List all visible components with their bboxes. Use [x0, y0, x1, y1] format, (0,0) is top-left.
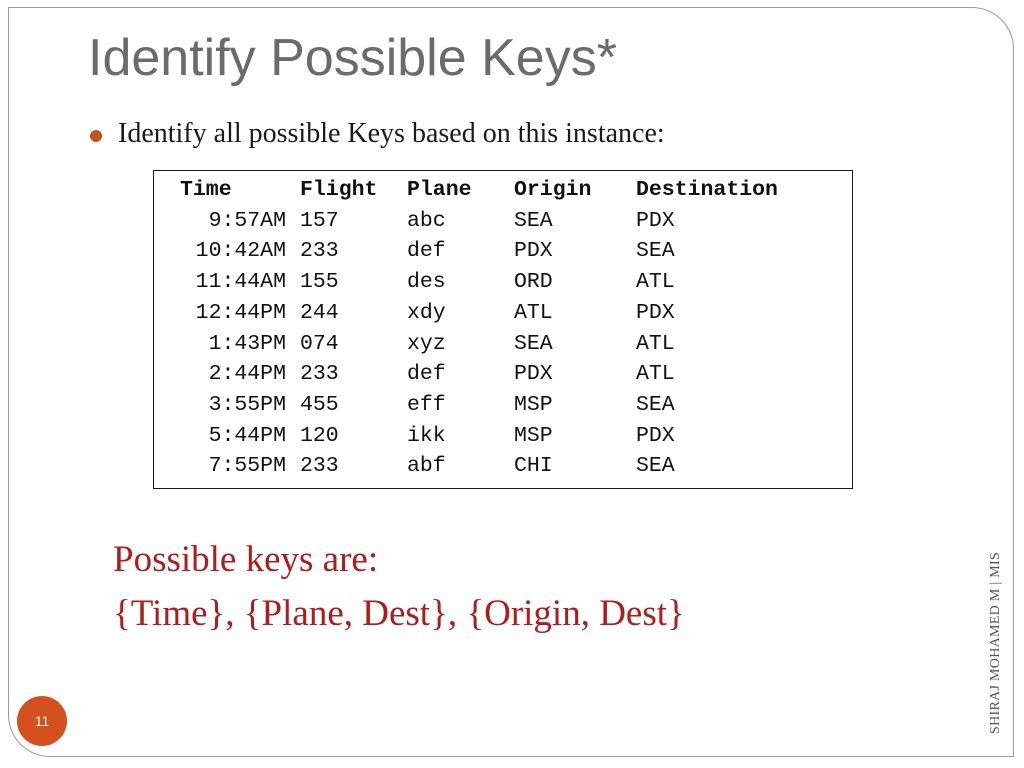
table-row [164, 451, 826, 482]
cell-destination: ATL [636, 362, 675, 387]
cell-flight: 157 [300, 208, 339, 233]
cell-time: 2:44PM [208, 362, 286, 387]
cell-time: 10:42AM [195, 239, 286, 264]
cell-origin: ATL [514, 300, 553, 325]
cell-origin: PDX [514, 239, 553, 264]
cell-origin: SEA [514, 208, 553, 233]
cell-destination: ATL [636, 270, 675, 295]
bullet-text: Identify all possible Keys based on this instance: [118, 118, 665, 149]
cell-flight: 233 [300, 362, 339, 387]
header-flight: Flight [300, 178, 378, 202]
cell-flight: 155 [300, 270, 339, 295]
cell-origin: PDX [514, 362, 553, 387]
cell-origin: SEA [514, 331, 553, 356]
cell-plane: des [407, 270, 446, 295]
page-number-badge: 11 [17, 696, 67, 746]
cell-destination: PDX [636, 208, 675, 233]
table-row [164, 329, 826, 360]
flight-table [164, 175, 826, 482]
cell-time: 12:44PM [195, 300, 286, 325]
table-row [164, 236, 826, 267]
table-header-row [164, 175, 826, 206]
table-row [164, 421, 826, 452]
cell-destination: PDX [636, 300, 675, 325]
header-time: Time [180, 178, 232, 202]
cell-origin: MSP [514, 392, 553, 417]
cell-plane: eff [407, 392, 446, 417]
table-row [164, 359, 826, 390]
cell-time: 7:55PM [208, 454, 286, 479]
table-row [164, 267, 826, 298]
cell-destination: SEA [636, 239, 675, 264]
cell-origin: MSP [514, 423, 553, 448]
table-row [164, 298, 826, 329]
cell-plane: abc [407, 208, 446, 233]
bullet-dot-icon [90, 130, 102, 142]
possible-keys-list: {Time}, {Plane, Dest}, {Origin, Dest} [113, 593, 685, 634]
header-plane: Plane [407, 178, 472, 202]
table-row [164, 390, 826, 421]
table-row [164, 206, 826, 237]
footer-author: SHIRAJ MOHAMED M | MIS [988, 551, 1003, 734]
cell-flight: 244 [300, 300, 339, 325]
cell-destination: PDX [636, 423, 675, 448]
cell-time: 1:43PM [208, 331, 286, 356]
cell-plane: xdy [407, 300, 446, 325]
cell-flight: 233 [300, 454, 339, 479]
cell-origin: CHI [514, 454, 553, 479]
cell-flight: 233 [300, 239, 339, 264]
cell-destination: SEA [636, 392, 675, 417]
cell-time: 3:55PM [208, 392, 286, 417]
cell-plane: abf [407, 454, 446, 479]
header-origin: Origin [514, 178, 592, 202]
slide-title: Identify Possible Keys* [88, 29, 617, 87]
cell-destination: ATL [636, 331, 675, 356]
cell-time: 11:44AM [195, 270, 286, 295]
cell-flight: 074 [300, 331, 339, 356]
header-destination: Destination [636, 178, 778, 202]
cell-plane: def [407, 362, 446, 387]
cell-plane: def [407, 239, 446, 264]
cell-plane: ikk [407, 423, 446, 448]
cell-flight: 120 [300, 423, 339, 448]
cell-time: 9:57AM [208, 208, 286, 233]
possible-keys-label: Possible keys are: [113, 539, 379, 580]
cell-plane: xyz [407, 331, 446, 356]
cell-destination: SEA [636, 454, 675, 479]
cell-time: 5:44PM [208, 423, 286, 448]
cell-origin: ORD [514, 270, 553, 295]
cell-flight: 455 [300, 392, 339, 417]
flight-table-box [153, 170, 853, 489]
